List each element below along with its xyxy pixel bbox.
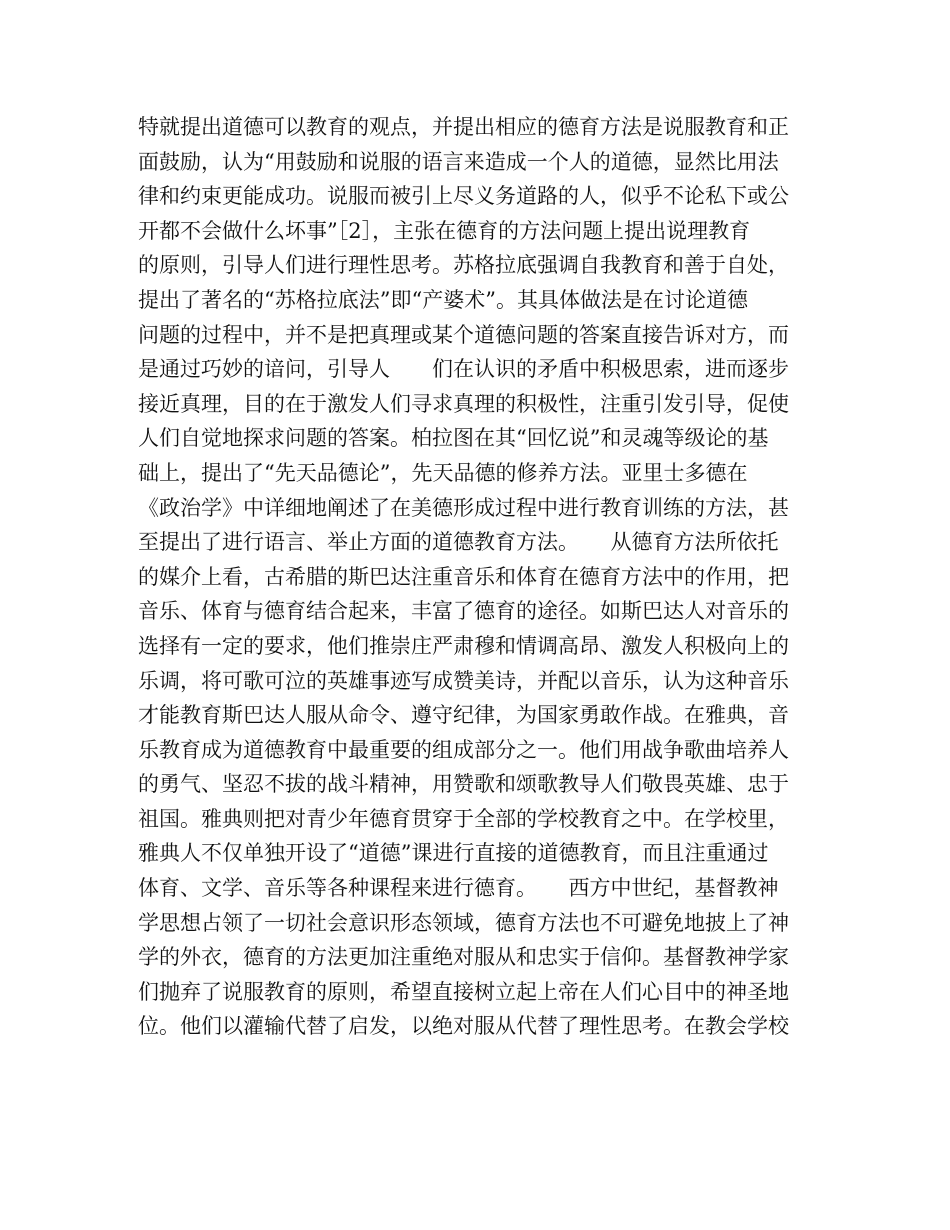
text-line: 的勇气、坚忍不拔的战斗精神，用赞歌和颂歌教导人们敬畏英雄、忠于 bbox=[138, 772, 789, 797]
text-line: 至提出了进行语言、举止方面的道德教育方法。 从德育方法所依托 bbox=[138, 530, 779, 555]
text-line: 音乐、体育与德育结合起来，丰富了德育的途径。如斯巴达人对音乐的 bbox=[138, 599, 789, 624]
text-line: 的原则，引导人们进行理性思考。苏格拉底强调自我教育和善于自处， bbox=[138, 253, 789, 278]
text-line: 才能教育斯巴达人服从命令、遵守纪律，为国家勇敢作战。在雅典，音 bbox=[138, 703, 789, 728]
text-line: 是通过巧妙的谙问，引导人 们在认识的矛盾中积极思索，进而逐步 bbox=[138, 357, 789, 382]
text-line: 提出了著名的“苏格拉底法”即“产婆术”。其具体做法是在讨论道德 bbox=[138, 287, 748, 312]
text-line: 人们自觉地探求问题的答案。柏拉图在其“回忆说”和灵魂等级论的基 bbox=[138, 426, 769, 451]
text-line: 乐教育成为道德教育中最重要的组成部分之一。他们用战争歌曲培养人 bbox=[138, 737, 789, 762]
text-line: 学的外衣，德育的方法更加注重绝对服从和忠实于信仰。基督教神学家 bbox=[138, 945, 789, 970]
text-line: 开都不会做什么坏事”［2］，主张在德育的方法问题上提出说理教育 bbox=[138, 218, 751, 243]
text-line: 的媒介上看，古希腊的斯巴达注重音乐和体育在德育方法中的作用，把 bbox=[138, 564, 789, 589]
text-line: 雅典人不仅单独开设了“道德”课进行直接的道德教育，而且注重通过 bbox=[138, 841, 769, 866]
text-line: 体育、文学、音乐等各种课程来进行德育。 西方中世纪，基督教神 bbox=[138, 876, 779, 901]
text-line: 特就提出道德可以教育的观点，并提出相应的德育方法是说服教育和正 bbox=[138, 115, 789, 139]
text-line: 乐调，将可歌可泣的英雄事迹写成赞美诗，并配以音乐，认为这种音乐 bbox=[138, 668, 789, 693]
text-line: 接近真理，目的在于激发人们寻求真理的积极性，注重引发引导，促使 bbox=[138, 391, 789, 416]
text-line: 律和约束更能成功。说服而被引上尽义务道路的人，似乎不论私下或公 bbox=[138, 184, 789, 209]
text-line: 《政治学》中详细地阐述了在美德形成过程中进行教育训练的方法，甚 bbox=[138, 495, 789, 520]
text-line: 学思想占领了一切社会意识形态领域，德育方法也不可避免地披上了神 bbox=[138, 910, 789, 935]
text-line: 选择有一定的要求，他们推崇庄严肃穆和情调高昂、激发人积极向上的 bbox=[138, 633, 789, 658]
text-line: 们抛弃了说服教育的原则，希望直接树立起上帝在人们心目中的神圣地 bbox=[138, 979, 789, 1004]
text-line: 面鼓励，认为“用鼓励和说服的语言来造成一个人的道德，显然比用法 bbox=[138, 149, 779, 174]
body-text bbox=[138, 110, 828, 1044]
text-line: 础上，提出了“先天品德论”，先天品德的修养方法。亚里士多德在 bbox=[138, 460, 748, 485]
text-line: 祖国。雅典则把对青少年德育贯穿于全部的学校教育之中。在学校里， bbox=[138, 806, 789, 831]
text-line: 问题的过程中，并不是把真理或某个道德问题的答案直接告诉对方，而 bbox=[138, 322, 789, 347]
text-line: 位。他们以灌输代替了启发，以绝对服从代替了理性思考。在教会学校 bbox=[138, 1014, 789, 1039]
